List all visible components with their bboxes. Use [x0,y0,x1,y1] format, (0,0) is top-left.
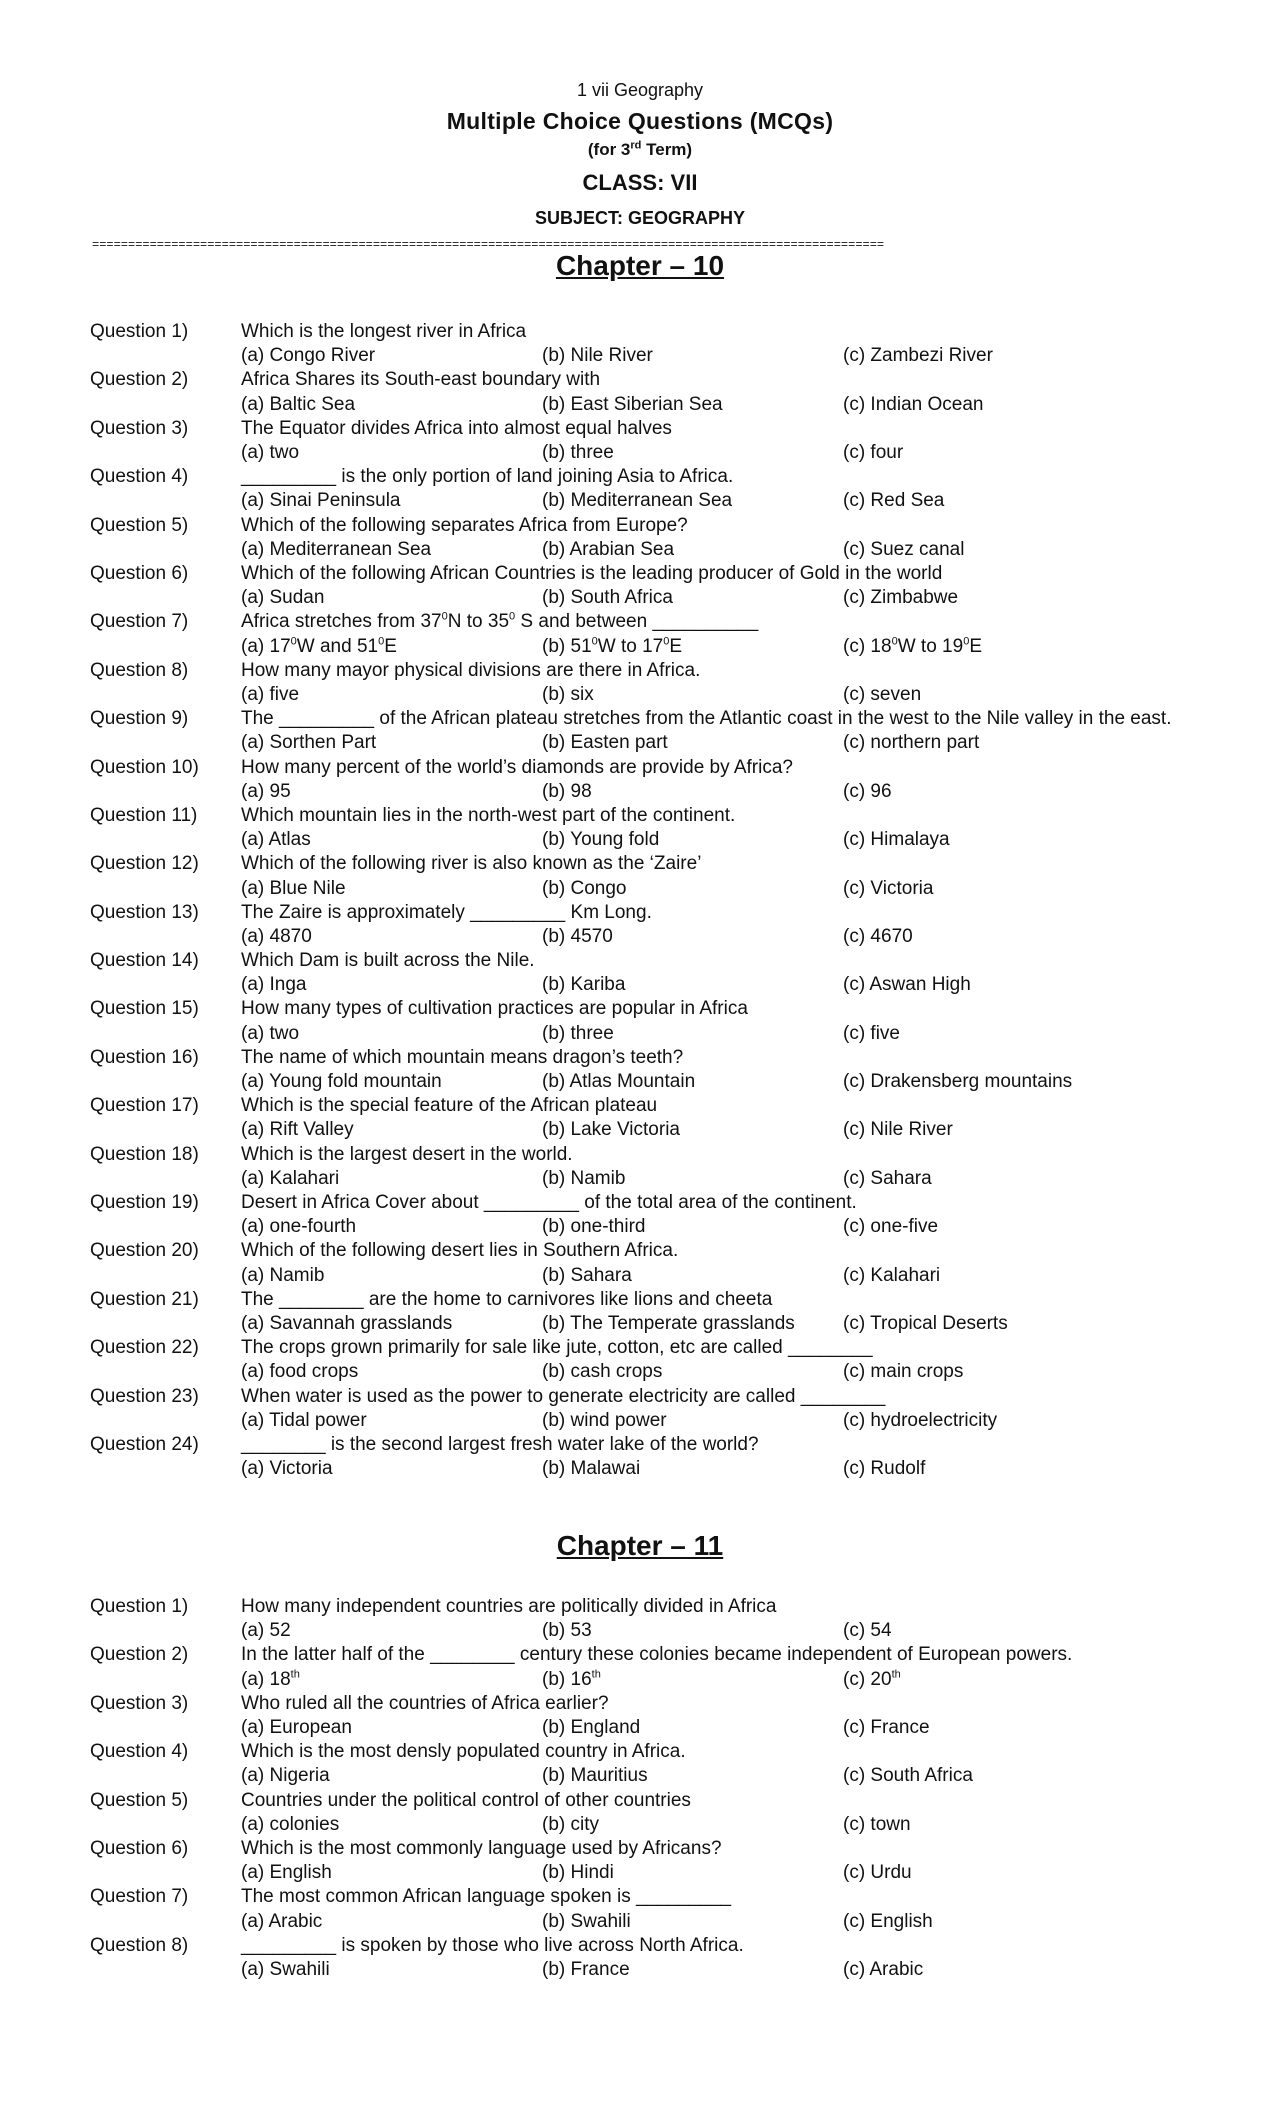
answer-options [0,538,1280,562]
question-number: Question 11) [90,804,198,826]
question-number: Question 23) [90,1385,199,1407]
option-c: (c) Indian Ocean [843,393,984,415]
option-b: (b) Easten part [542,732,668,754]
option-a: (a) Arabic [241,1910,323,1932]
option-a: (a) five [241,683,300,705]
question-text: Africa Shares its South-east boundary with [241,369,601,391]
question-text: Which of the following separates Africa from Europe? [241,514,688,536]
question-number: Question 7) [90,1886,189,1908]
question-item [0,465,1280,513]
chapter-10-questions [0,320,1280,1481]
option-b: (b) 53 [542,1620,592,1642]
option-c: (c) 20th [843,1668,901,1690]
option-b: (b) wind power [542,1409,667,1431]
answer-options [0,1457,1280,1481]
option-a: (a) Sudan [241,587,325,609]
option-a: (a) two [241,441,300,463]
option-b: (b) three [542,441,614,463]
option-c: (c) Urdu [843,1862,912,1884]
question-number: Question 12) [90,853,199,875]
subject-label: SUBJECT: GEOGRAPHY [534,208,746,228]
option-c: (c) France [843,1716,930,1738]
option-c: (c) Sahara [843,1167,932,1189]
question-number: Question 14) [90,950,199,972]
question-item [0,852,1280,900]
answer-options [0,925,1280,949]
answer-options [0,780,1280,804]
question-item [0,949,1280,997]
answer-options [0,344,1280,368]
question-number: Question 9) [90,708,189,730]
answer-options [0,1215,1280,1239]
question-number: Question 8) [90,659,189,681]
option-a: (a) Swahili [241,1958,330,1980]
option-c: (c) Red Sea [843,490,945,512]
question-number: Question 3) [90,1692,189,1714]
option-a: (a) colonies [241,1813,340,1835]
question-number: Question 8) [90,1934,189,1956]
question-text: The name of which mountain means dragon’s teeth? [241,1046,684,1068]
option-c: (c) seven [843,683,922,705]
question-item [0,1789,1280,1837]
option-b: (b) Namib [542,1167,626,1189]
question-item [0,756,1280,804]
question-item [0,1094,1280,1142]
option-a: (a) Baltic Sea [241,393,356,415]
question-item [0,562,1280,610]
term-suffix: Term) [641,140,693,159]
option-b: (b) Lake Victoria [542,1119,680,1141]
question-text: Desert in Africa Cover about _________ of the total area of the continent. [241,1192,857,1214]
answer-options [0,683,1280,707]
page-title: Multiple Choice Questions (MCQs) [446,108,834,134]
option-b: (b) Atlas Mountain [542,1071,696,1093]
question-item [0,901,1280,949]
question-text: ________ is the second largest fresh water lake of the world? [241,1433,759,1455]
question-text: Which of the following river is also known as the ‘Zaire’ [241,853,702,875]
question-item [0,1433,1280,1481]
option-c: (c) five [843,1022,900,1044]
question-item [0,707,1280,755]
question-number: Question 6) [90,1837,189,1859]
option-c: (c) one-five [843,1216,939,1238]
question-item [0,997,1280,1045]
question-item [0,1885,1280,1933]
question-number: Question 5) [90,1789,189,1811]
option-b: (b) Malawai [542,1458,641,1480]
option-b: (b) Sahara [542,1264,632,1286]
question-item [0,610,1280,658]
option-c: (c) four [843,441,904,463]
option-c: (c) $18^0W$ to $19^0E$ [843,635,982,657]
question-number: Question 1) [90,1596,189,1617]
option-a: (a) Congo River [241,345,376,367]
option-b: (b) Nile River [542,345,653,367]
question-text: How many percent of the world’s diamonds are provide by Africa? [241,756,793,778]
option-c: (c) 96 [843,780,892,802]
option-b: (b) cash crops [542,1361,663,1383]
option-a: (a) Kalahari [241,1167,340,1189]
option-b: (b) city [542,1813,599,1835]
option-b: (b) Mediterranean Sea [542,490,733,512]
chapter-11-questions [0,1595,1280,1982]
option-c: (c) Victoria [843,877,934,899]
answer-options [0,1118,1280,1142]
question-item [0,1837,1280,1885]
option-a: (a) Inga [241,974,307,996]
answer-options [0,1070,1280,1094]
answer-options [0,1360,1280,1384]
option-b: (b) East Siberian Sea [542,393,723,415]
question-item [0,659,1280,707]
option-c: (c) main crops [843,1361,964,1383]
question-text: Which is the largest desert in the world. [241,1143,573,1165]
question-item [0,1692,1280,1740]
answer-options [0,1022,1280,1046]
term-label [0,140,1280,160]
question-number: Question 4) [90,1741,189,1763]
answer-options [0,877,1280,901]
option-b: (b) Hindi [542,1862,614,1884]
question-item [0,1288,1280,1336]
option-a: (a) 52 [241,1620,291,1642]
option-a: (a) Sorthen Part [241,732,377,754]
option-c: (c) Zimbabwe [843,587,959,609]
option-b: (b) 16th [542,1668,601,1690]
answer-options [0,393,1280,417]
answer-options [0,586,1280,610]
option-b: (b) Mauritius [542,1765,648,1787]
chapter-11-title: Chapter – 11 [556,1530,724,1561]
option-c: (c) South Africa [843,1765,973,1787]
question-text: Which is the most densly populated country in Africa. [241,1741,686,1763]
answer-options [0,1668,1280,1692]
option-a: (a) Namib [241,1264,325,1286]
question-text: In the latter half of the ________ century these colonies became independent of European powers. [241,1644,1073,1666]
option-a: (a) Rift Valley [241,1119,354,1141]
option-c: (c) Zambezi River [843,345,993,367]
option-b: (b) France [542,1958,630,1980]
option-c: (c) Arabic [843,1958,924,1980]
answer-options [0,1312,1280,1336]
option-c: (c) town [843,1813,911,1835]
option-b: (b) 4570 [542,925,613,947]
question-text: The Zaire is approximately _________ Km Long. [241,901,652,923]
question-number: Question 20) [90,1240,199,1262]
option-c: (c) English [843,1910,933,1932]
option-c: (c) Aswan High [843,974,971,996]
answer-options [0,973,1280,997]
question-item [0,1046,1280,1094]
answer-options [0,1409,1280,1433]
question-text: The most common African language spoken is _________ [241,1886,732,1908]
question-item [0,1934,1280,1982]
question-text: Which of the following desert lies in Southern Africa. [241,1240,679,1262]
answer-options [0,1264,1280,1288]
option-a: (a) two [241,1022,300,1044]
question-text: The _________ of the African plateau stretches from the Atlantic coast in the west to the Nile valley in the east. [241,708,1172,730]
question-text: Which Dam is built across the Nile. [241,950,535,972]
question-number: Question 16) [90,1046,199,1068]
question-number: Question 4) [90,466,189,488]
divider-rule: ============================================================================================================== [92,238,885,252]
question-number: Question 6) [90,562,189,584]
question-text: Which is the most commonly language used by Africans? [241,1837,722,1859]
answer-options [0,1861,1280,1885]
option-c: (c) 54 [843,1620,892,1642]
question-number: Question 1) [90,321,189,342]
question-number: Question 2) [90,369,189,391]
option-b: (b) $51^0W$ to $17^0E$ [542,635,683,657]
option-b: (b) six [542,683,594,705]
option-a: (a) Blue Nile [241,877,346,899]
option-a: (a) Savannah grasslands [241,1313,453,1335]
answer-options [0,1813,1280,1837]
question-text: Africa stretches from $37^0N$ to $35^0$ S and between __________ [241,611,759,633]
option-c: (c) northern part [843,732,980,754]
option-a: (a) Mediterranean Sea [241,538,432,560]
question-text: Which mountain lies in the north-west part of the continent. [241,804,736,826]
question-item [0,368,1280,416]
question-text: How many types of cultivation practices are popular in Africa [241,998,748,1020]
answer-options [0,731,1280,755]
option-a: (a) Sinai Peninsula [241,490,401,512]
question-item [0,1385,1280,1433]
option-b: (b) Arabian Sea [542,538,675,560]
question-text: _________ is the only portion of land joining Asia to Africa. [241,466,734,488]
question-number: Question 22) [90,1337,199,1359]
option-b: (b) 98 [542,780,592,802]
answer-options [0,828,1280,852]
option-a: (a) Nigeria [241,1765,330,1787]
option-c: (c) Nile River [843,1119,953,1141]
class-label: CLASS: VII [582,170,698,195]
answer-options [0,1716,1280,1740]
option-a: (a) 18th [241,1668,300,1690]
option-b: (b) The Temperate grasslands [542,1313,795,1335]
term-prefix: (for 3 [587,140,631,159]
option-a: (a) $17^0W$ and $51^0E$ [241,635,397,657]
option-b: (b) Swahili [542,1910,631,1932]
question-number: Question 21) [90,1288,199,1310]
question-text: Which is the special feature of the African plateau [241,1095,658,1117]
question-text: The ________ are the home to carnivores like lions and cheeta [241,1288,773,1310]
question-text: When water is used as the power to generate electricity are called ________ [241,1385,886,1407]
question-number: Question 3) [90,417,189,439]
answer-options [0,1958,1280,1982]
question-number: Question 2) [90,1644,189,1666]
option-a: (a) Tidal power [241,1409,367,1431]
question-item [0,1239,1280,1287]
option-a: (a) Atlas [241,829,311,851]
question-text: Countries under the political control of other countries [241,1789,691,1811]
option-c: (c) Drakensberg mountains [843,1071,1073,1093]
option-b: (b) England [542,1716,641,1738]
option-b: (b) Kariba [542,974,626,996]
question-text: How many independent countries are politically divided in Africa [241,1596,777,1617]
answer-options [0,1619,1280,1643]
question-item [0,1336,1280,1384]
question-item [0,1191,1280,1239]
option-c: (c) Kalahari [843,1264,941,1286]
option-b: (b) Congo [542,877,627,899]
question-text: _________ is spoken by those who live across North Africa. [241,1934,744,1956]
option-c: (c) hydroelectricity [843,1409,998,1431]
question-number: Question 24) [90,1433,199,1455]
page-header-line: 1 vii Geography [576,80,704,100]
option-a: (a) European [241,1716,352,1738]
question-number: Question 19) [90,1192,199,1214]
chapter-10-title: Chapter – 10 [555,250,725,281]
option-b: (b) one-third [542,1216,646,1238]
option-a: (a) one-fourth [241,1216,357,1238]
question-number: Question 5) [90,514,189,536]
question-number: Question 18) [90,1143,199,1165]
option-a: (a) food crops [241,1361,359,1383]
question-item [0,1595,1280,1643]
question-text: How many mayor physical divisions are there in Africa. [241,659,701,681]
answer-options [0,635,1280,659]
option-b: (b) South Africa [542,587,673,609]
question-number: Question 17) [90,1095,199,1117]
question-text: The crops grown primarily for sale like jute, cotton, etc are called ________ [241,1337,873,1359]
question-item [0,1143,1280,1191]
option-c: (c) Himalaya [843,829,950,851]
question-item [0,804,1280,852]
question-item [0,1643,1280,1691]
question-text: The Equator divides Africa into almost equal halves [241,417,672,439]
option-a: (a) Young fold mountain [241,1071,442,1093]
option-a: (a) 95 [241,780,291,802]
option-c: (c) Suez canal [843,538,965,560]
question-text: Which is the longest river in Africa [241,321,527,342]
answer-options [0,1167,1280,1191]
question-text: Which of the following African Countries is the leading producer of Gold in the world [241,562,943,584]
option-c: (c) Rudolf [843,1458,926,1480]
question-item [0,514,1280,562]
option-b: (b) three [542,1022,614,1044]
option-a: (a) English [241,1862,332,1884]
option-b: (b) Young fold [542,829,660,851]
answer-options [0,489,1280,513]
question-number: Question 10) [90,756,199,778]
option-c: (c) 4670 [843,925,913,947]
question-number: Question 13) [90,901,199,923]
question-number: Question 15) [90,998,199,1020]
answer-options [0,1910,1280,1934]
question-item [0,1740,1280,1788]
question-item [0,320,1280,368]
question-text: Who ruled all the countries of Africa earlier? [241,1692,609,1714]
option-a: (a) 4870 [241,925,312,947]
term-superscript: rd [630,139,642,152]
answer-options [0,441,1280,465]
option-a: (a) Victoria [241,1458,333,1480]
question-item [0,417,1280,465]
option-c: (c) Tropical Deserts [843,1313,1008,1335]
question-number: Question 7) [90,611,189,633]
answer-options [0,1764,1280,1788]
